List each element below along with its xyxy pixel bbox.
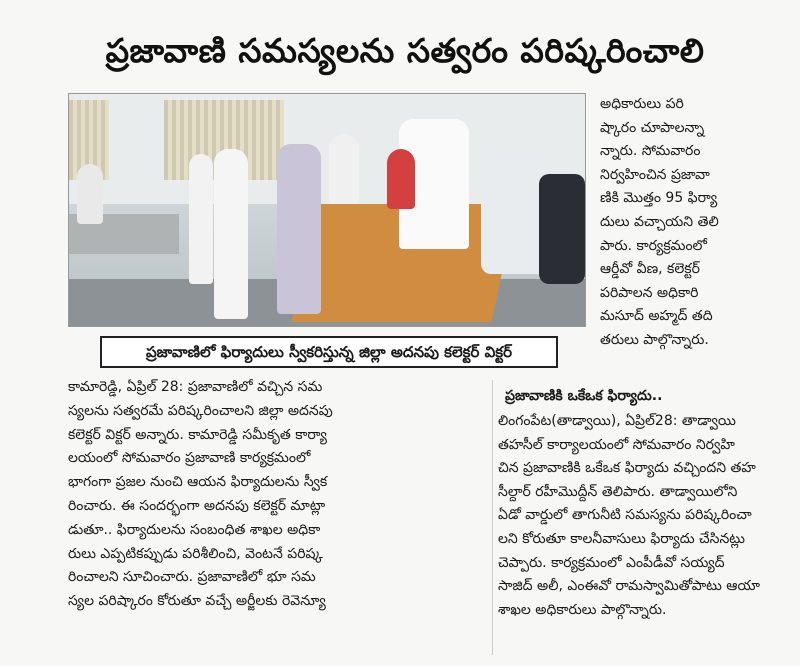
text-line: భాగంగా ప్రజల నుంచి ఆయన ఫిర్యాదులను స్వీక [68,474,328,491]
photo-caption: ప్రజావాణిలో ఫిర్యాదులు స్వీకరిస్తున్న జిల్లా అదనపు కలెక్టర్ విక్టర్ [100,336,558,368]
text-line: ఏడో వార్డులో తాగునీటి సమస్యను పరిష్కరించా [498,507,752,524]
text-line: కలెక్టర్ విక్టర్ అన్నారు. కామారెడ్డి సమీకృత కార్యా [68,426,327,443]
text-line: కామారెడ్డి, ఏప్రిల్ 28: ప్రజావాణిలో వచ్చిన సమ [68,379,323,395]
text-line: చెప్పారు. కార్యక్రమంలో ఎంపీడీవో సయ్యద్ [498,554,725,571]
text-line: న్నారు. సోమవారం [600,143,701,160]
text-line: రించారు. ఈ సందర్భంగా అదనపు కలెక్టర్ మాట్లా [68,497,326,514]
right-column-text [600,93,790,373]
text-line: చిన ప్రజావాణికి ఒకేఒక ఫిర్యాదు వచ్చిందని తహ [498,460,756,477]
text-line: దులు వచ్చాయని తెలి [600,213,719,230]
text-line: శాఖల అధికారులు పాల్గొన్నారు. [498,601,667,618]
text-line: తరులు పాల్గొన్నారు. [600,331,709,348]
text-line: ణికి మొత్తం 95 ఫిర్యా [600,190,718,207]
text-line: రులు ఎప్పటికప్పుడు పరిశీలించి, వెంటనే పరిష్క [68,545,323,562]
text-line: డుతూ.. ఫిర్యాదులను సంబంధిత శాఖల అధికా [68,521,321,538]
right-bottom-text [498,410,793,660]
text-line: లని కోరుతూ కాలనీవాసులు ఫిర్యాదు చేసినట్లు [498,530,745,547]
text-line: స్యలను సత్వరమే పరిష్కరించాలని జిల్లా అదనపు [68,402,333,419]
text-line: లింగంపేట(తాడ్వాయి), ఏప్రిల్28: తాడ్వాయి [498,413,736,429]
text-line: స్యల పరిష్కారం కోరుతూ వచ్చే అర్జీలకు రెవెన్యూ [68,593,326,610]
text-line: పారు. కార్యక్రమంలో [600,237,707,254]
text-line: ష్కారం చూపాలన్నా [600,119,705,136]
text-line: నిర్వహించిన ప్రజావా [600,166,710,183]
sub-headline: ప్రజావాణికి ఒకేఒక ఫిర్యాదు.. [505,388,663,404]
left-column-text [68,376,488,666]
text-line: మసూద్ అహ్మద్ తది [600,308,713,325]
text-line: లయంలో సోమవారం ప్రజావాణి కార్యక్రమంలో [68,450,311,467]
text-line: ఆర్డీవో వీణ, కలెక్టర్ [600,261,700,278]
column-divider [492,380,493,655]
article-headline: ప్రజావాణి సమస్యలను సత్వరం పరిష్కరించాలి [105,31,705,70]
text-line: సీల్దార్ రహీమొద్దీన్ తెలిపారు. తాడ్వాయిలోని [498,483,738,500]
text-line: సాజిద్ అలీ, ఎంఈవో రామస్వామితోపాటు ఆయా [498,578,760,595]
text-line: అధికారులు పరి [600,96,684,112]
text-line: రించాలని సూచించారు. ప్రజావాణిలో భూ సమ [68,569,316,586]
text-line: పరిపాలన అధికారి [600,284,699,301]
news-photo [68,93,586,327]
text-line: తహసీల్ కార్యాలయంలో సోమవారం నిర్వహి [498,436,735,453]
